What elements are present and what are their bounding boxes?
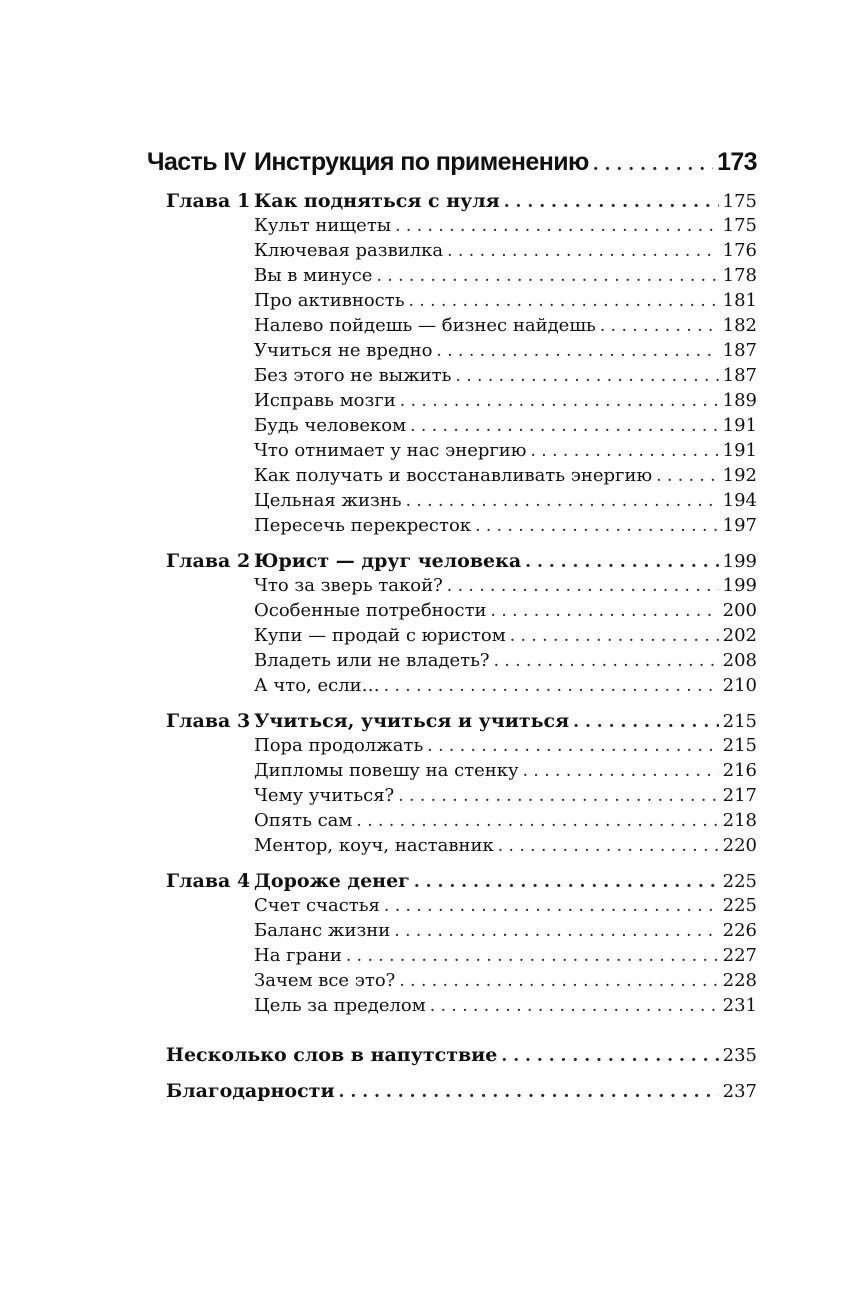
section-page-number: 226	[722, 920, 757, 941]
section-page-number: 187	[722, 340, 757, 361]
section-title: Вы в минусе	[254, 265, 373, 286]
section-page-number: 189	[722, 390, 757, 411]
dot-leader	[525, 552, 718, 572]
section-entry[interactable]	[147, 810, 757, 835]
section-entry[interactable]	[147, 785, 757, 810]
end-matter-title: Благодарности	[166, 1080, 335, 1102]
section-page-number: 197	[722, 515, 757, 536]
section-entry[interactable]	[147, 390, 757, 415]
dot-leader	[504, 192, 719, 212]
dot-leader	[394, 921, 718, 941]
section-entry[interactable]	[147, 760, 757, 785]
dot-leader	[409, 291, 719, 311]
section-title: Исправь мозги	[254, 390, 396, 411]
section-entry[interactable]	[147, 625, 757, 650]
section-page-number: 194	[722, 490, 757, 511]
dot-leader	[494, 651, 719, 671]
chapter-heading[interactable]	[147, 710, 757, 735]
end-matter	[147, 1044, 757, 1116]
chapter-label: Глава 2	[166, 550, 251, 572]
section-entry[interactable]	[147, 995, 757, 1020]
section-title: Что за зверь такой?	[254, 575, 443, 596]
dot-leader	[475, 516, 719, 536]
dot-leader	[410, 416, 719, 436]
section-title: Как получать и восстанавливать энергию	[254, 465, 653, 486]
section-title: Ключевая развилка	[254, 240, 444, 261]
section-page-number: 178	[722, 265, 757, 286]
section-title: Счет счастья	[254, 895, 380, 916]
section-title: Без этого не выжить	[254, 365, 452, 386]
section-page-number: 200	[722, 600, 757, 621]
chapter-4	[147, 870, 757, 1020]
end-matter-title: Несколько слов в напутствие	[166, 1044, 498, 1066]
table-of-contents	[147, 148, 757, 1116]
section-page-number: 192	[722, 465, 757, 486]
dot-leader	[427, 736, 718, 756]
section-title: Будь человеком	[254, 415, 407, 436]
dot-leader	[398, 786, 718, 806]
section-title: Цельная жизнь	[254, 490, 402, 511]
dot-leader	[395, 216, 719, 236]
chapter-heading[interactable]	[147, 870, 757, 895]
dot-leader	[600, 316, 719, 336]
part-label: Часть IV	[147, 148, 246, 176]
section-title: Культ нищеты	[254, 215, 392, 236]
chapter-title: Учиться, учиться и учиться	[254, 710, 570, 732]
section-entry[interactable]	[147, 440, 757, 465]
dot-leader	[447, 241, 718, 261]
chapter-label: Глава 1	[166, 190, 251, 212]
section-entry[interactable]	[147, 290, 757, 315]
section-page-number: 225	[722, 895, 757, 916]
chapter-heading[interactable]	[147, 550, 757, 575]
section-page-number: 202	[722, 625, 757, 646]
section-title: Особенные потребности	[254, 600, 487, 621]
section-title: Пора продолжать	[254, 735, 424, 756]
part-heading[interactable]	[147, 148, 757, 184]
chapter-page-number: 175	[722, 191, 757, 212]
dot-leader	[573, 712, 719, 732]
section-entry[interactable]	[147, 650, 757, 675]
dot-leader	[498, 836, 719, 856]
section-entry[interactable]	[147, 265, 757, 290]
section-entry[interactable]	[147, 575, 757, 600]
section-title: А что, если…	[254, 675, 380, 696]
end-matter-page-number: 235	[722, 1045, 757, 1066]
chapter-heading[interactable]	[147, 190, 757, 215]
dot-leader	[399, 971, 718, 991]
dot-leader	[656, 466, 719, 486]
dot-leader	[376, 266, 718, 286]
section-entry[interactable]	[147, 945, 757, 970]
section-entry[interactable]	[147, 920, 757, 945]
section-title: Чему учиться?	[254, 785, 395, 806]
section-title: Ментор, коуч, наставник	[254, 835, 494, 856]
section-page-number: 227	[722, 945, 757, 966]
dot-leader	[384, 896, 719, 916]
chapter-page-number: 199	[722, 551, 757, 572]
chapter-title: Юрист — друг человека	[254, 550, 522, 572]
chapter-page-number: 225	[722, 871, 757, 892]
section-page-number: 217	[722, 785, 757, 806]
section-page-number: 191	[722, 415, 757, 436]
dot-leader	[447, 576, 719, 596]
dot-leader	[400, 391, 719, 411]
section-entry[interactable]	[147, 970, 757, 995]
section-entry[interactable]	[147, 895, 757, 920]
section-page-number: 228	[722, 970, 757, 991]
part-title: Инструкция по применению	[254, 148, 589, 176]
section-title: Опять сам	[254, 810, 353, 831]
section-title: Что отнимает у нас энергию	[254, 440, 527, 461]
part-page-number: 173	[717, 148, 757, 176]
dot-leader	[430, 996, 719, 1016]
dot-leader	[510, 626, 719, 646]
section-page-number: 216	[722, 760, 757, 781]
section-entry[interactable]	[147, 465, 757, 490]
end-matter-page-number: 237	[722, 1081, 757, 1102]
section-page-number: 210	[722, 675, 757, 696]
section-entry[interactable]	[147, 365, 757, 390]
chapter-3	[147, 710, 757, 860]
dot-leader	[530, 441, 718, 461]
section-page-number: 176	[722, 240, 757, 261]
section-entry[interactable]	[147, 215, 757, 240]
section-page-number: 208	[722, 650, 757, 671]
section-title: Налево пойдешь — бизнес найдешь	[254, 315, 596, 336]
section-page-number: 181	[722, 290, 757, 311]
section-entry[interactable]	[147, 835, 757, 860]
chapter-label: Глава 4	[166, 870, 251, 892]
chapter-2	[147, 550, 757, 700]
dot-leader	[339, 1082, 719, 1102]
section-title: Баланс жизни	[254, 920, 391, 941]
chapter-title: Как подняться с нуля	[254, 190, 500, 212]
section-entry[interactable]	[147, 340, 757, 365]
section-entry[interactable]	[147, 240, 757, 265]
section-entry[interactable]	[147, 490, 757, 515]
section-entry[interactable]	[147, 515, 757, 540]
section-entry[interactable]	[147, 675, 757, 700]
dot-leader	[414, 872, 719, 892]
dot-leader	[436, 341, 718, 361]
section-page-number: 220	[722, 835, 757, 856]
section-title: Зачем все это?	[254, 970, 396, 991]
chapter-1	[147, 190, 757, 540]
dot-leader	[523, 761, 719, 781]
dot-leader	[384, 676, 719, 696]
section-page-number: 187	[722, 365, 757, 386]
end-matter-entry[interactable]	[147, 1044, 757, 1080]
section-page-number: 218	[722, 810, 757, 831]
section-title: На грани	[254, 945, 342, 966]
section-title: Пересечь перекресток	[254, 515, 472, 536]
section-title: Владеть или не владеть?	[254, 650, 490, 671]
section-page-number: 191	[722, 440, 757, 461]
dot-leader	[501, 1046, 718, 1066]
section-entry[interactable]	[147, 600, 757, 625]
section-entry[interactable]	[147, 735, 757, 760]
section-title: Дипломы повешу на стенку	[254, 760, 519, 781]
section-title: Про активность	[254, 290, 405, 311]
dot-leader	[346, 946, 719, 966]
section-page-number: 231	[722, 995, 757, 1016]
section-title: Купи — продай с юристом	[254, 625, 506, 646]
chapter-page-number: 215	[722, 711, 757, 732]
chapter-label: Глава 3	[166, 710, 251, 732]
chapter-title: Дороже денег	[254, 870, 410, 892]
dot-leader	[593, 155, 713, 175]
section-page-number: 199	[722, 575, 757, 596]
section-page-number: 182	[722, 315, 757, 336]
end-matter-entry[interactable]	[147, 1080, 757, 1116]
dot-leader	[455, 366, 718, 386]
section-page-number: 175	[722, 215, 757, 236]
dot-leader	[356, 811, 718, 831]
section-page-number: 215	[722, 735, 757, 756]
dot-leader	[406, 491, 719, 511]
section-title: Учиться не вредно	[254, 340, 433, 361]
section-entry[interactable]	[147, 315, 757, 340]
section-entry[interactable]	[147, 415, 757, 440]
section-title: Цель за пределом	[254, 995, 426, 1016]
dot-leader	[491, 601, 719, 621]
